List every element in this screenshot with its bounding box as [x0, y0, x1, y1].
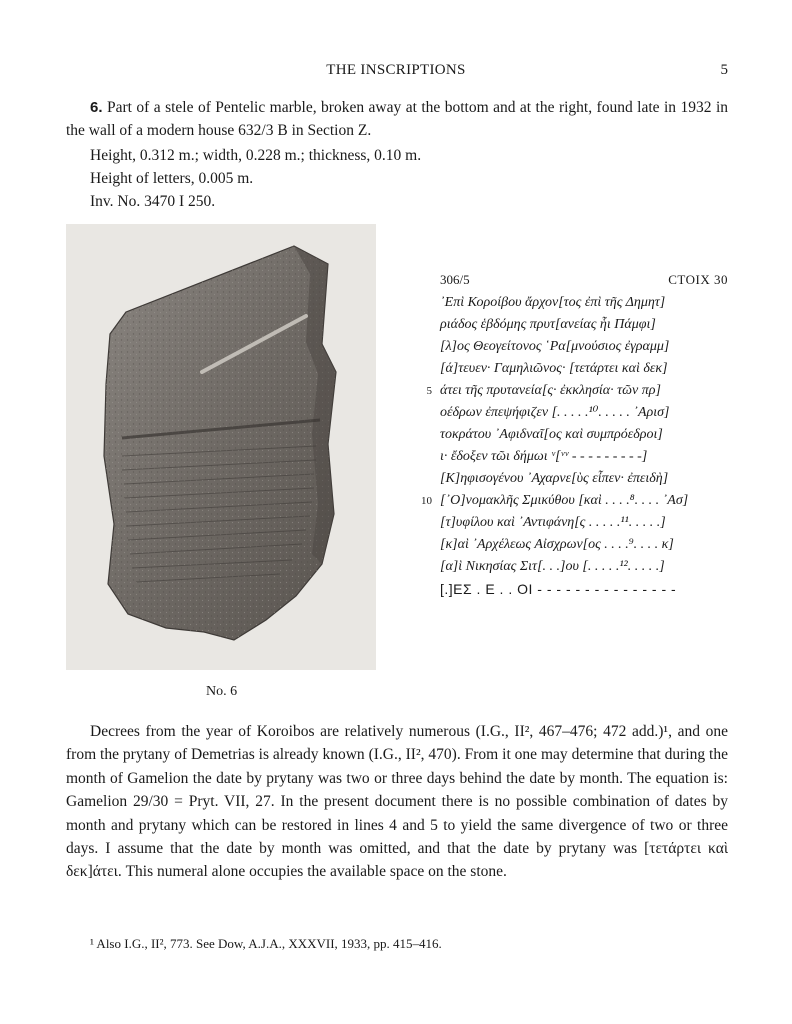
line-text: άτει τῆς πρυτανεία[ς· ἐκκλησία· τῶν πρ] — [440, 383, 661, 398]
running-head-title: THE INSCRIPTIONS — [326, 62, 466, 78]
inventory-number: Inv. No. 3470 I 250. — [90, 193, 216, 210]
entry-number: 6. — [90, 99, 103, 116]
line-text: [ά]τευεν· Γαμηλιῶνος· [τετάρτει καὶ δεκ] — [440, 361, 668, 376]
line-text: [λ]ος Θεογείτονος ῾Ρα[μνούσιος ἐγραμμ] — [440, 339, 670, 354]
line-number: 5 — [426, 385, 432, 397]
inscription-line — [440, 336, 730, 358]
inscription-line — [440, 446, 730, 468]
stoichedon-count: CTOIX 30 — [668, 272, 728, 287]
line-text: [α]ὶ Νικησίας Σιτ[. . .]ου [. . . . .¹². . . . .] — [440, 559, 665, 574]
line-text: ριάδος ἑβδόμης πρυτ[ανείας ἧι Πάμφι] — [440, 317, 656, 332]
line-text: ι· ἔδοξεν τῶι δήμωι ᵛ[ᵛᵛ - - - - - - - - -] — [440, 449, 648, 464]
inscription-line — [440, 424, 730, 446]
line-text: [Κ]ηφισογένου ᾿Αχαρνε[ὺς εἶπεν· ἐπειδὴ] — [440, 471, 669, 486]
inscription-line — [440, 556, 730, 578]
inscription-line — [440, 534, 730, 556]
line-text: ᾿Επὶ Κοροίβου ἄρχον[τος ἐπὶ τῆς Δημητ] — [440, 295, 666, 310]
line-text: οέδρων ἐπεψήφιζεν [. . . . .¹⁰. . . . . ᾿Αρισ] — [440, 405, 670, 420]
commentary-paragraph: Decrees from the year of Koroibos are relatively numerous (I.G., II², 467–476; 472 add.)¹, and one from the prytany of Demetrias is already known (I.G., II², 470). From it one may determine that during the month of Gamelion the date by prytany was two or three days behind the date by month. The equation is: Gamelion 29/30 = Pryt. VII, 27. In the present document there is no possible combination of dates by month and prytany which can be restored in lines 4 and 5 to yield the same divergence of two or three days. I assume that the date by month was omitted, and that the date by prytany was [τετάρτει καὶ δεκ]άτει. This numeral alone occupies the available space on the stone. — [66, 723, 728, 881]
inscription-line — [440, 578, 730, 600]
line-text: [.]ΕΣ . Ε . . ΟΙ - - - - - - - - - - - - - - - — [440, 581, 677, 597]
entry-metadata — [90, 144, 421, 213]
inscription-year: 306/5 — [440, 272, 470, 287]
line-text: [τ]υφίλου καὶ ᾿Αντιφάνη[ς . . . . .¹¹. . . . .] — [440, 515, 666, 530]
inscription-line — [440, 402, 730, 424]
footnote: ¹ Also I.G., II², 773. See Dow, A.J.A., XXXVII, 1933, pp. 415–416. — [90, 936, 442, 951]
stele-fragment-image — [66, 224, 376, 670]
commentary — [66, 720, 728, 884]
line-text: τοκράτου ᾿Αφιδναῖ[ος καὶ συμπρόεδροι] — [440, 427, 663, 442]
inscription-line — [440, 512, 730, 534]
inscription-line — [440, 314, 730, 336]
stele-photograph — [66, 224, 376, 670]
running-head — [0, 62, 792, 82]
inscription-line — [440, 292, 730, 314]
line-text: [κ]αὶ ᾿Αρχέλεως Αἰσχρων[ος . . . .⁹. . . . κ] — [440, 537, 674, 552]
inscription-line — [440, 468, 730, 490]
letter-height: Height of letters, 0.005 m. — [90, 170, 254, 187]
dimensions: Height, 0.312 m.; width, 0.228 m.; thickness, 0.10 m. — [90, 147, 422, 164]
entry-description — [66, 96, 728, 142]
inscription-text — [421, 292, 730, 600]
figure-caption: No. 6 — [206, 684, 238, 699]
inscription-line — [440, 358, 730, 380]
line-number: 10 — [421, 495, 432, 507]
inscription-line — [421, 490, 730, 512]
line-text: [᾿Ο]νομακλῆς Σμικύθου [καὶ . . . .⁸. . . . ᾿Ασ] — [440, 493, 689, 508]
entry-text: Part of a stele of Pentelic marble, broken away at the bottom and at the right, found late in 1932 in the wall of a modern house 632/3 B in Section Z. — [66, 99, 728, 139]
inscription-line — [426, 380, 730, 402]
page-number: 5 — [720, 62, 728, 78]
